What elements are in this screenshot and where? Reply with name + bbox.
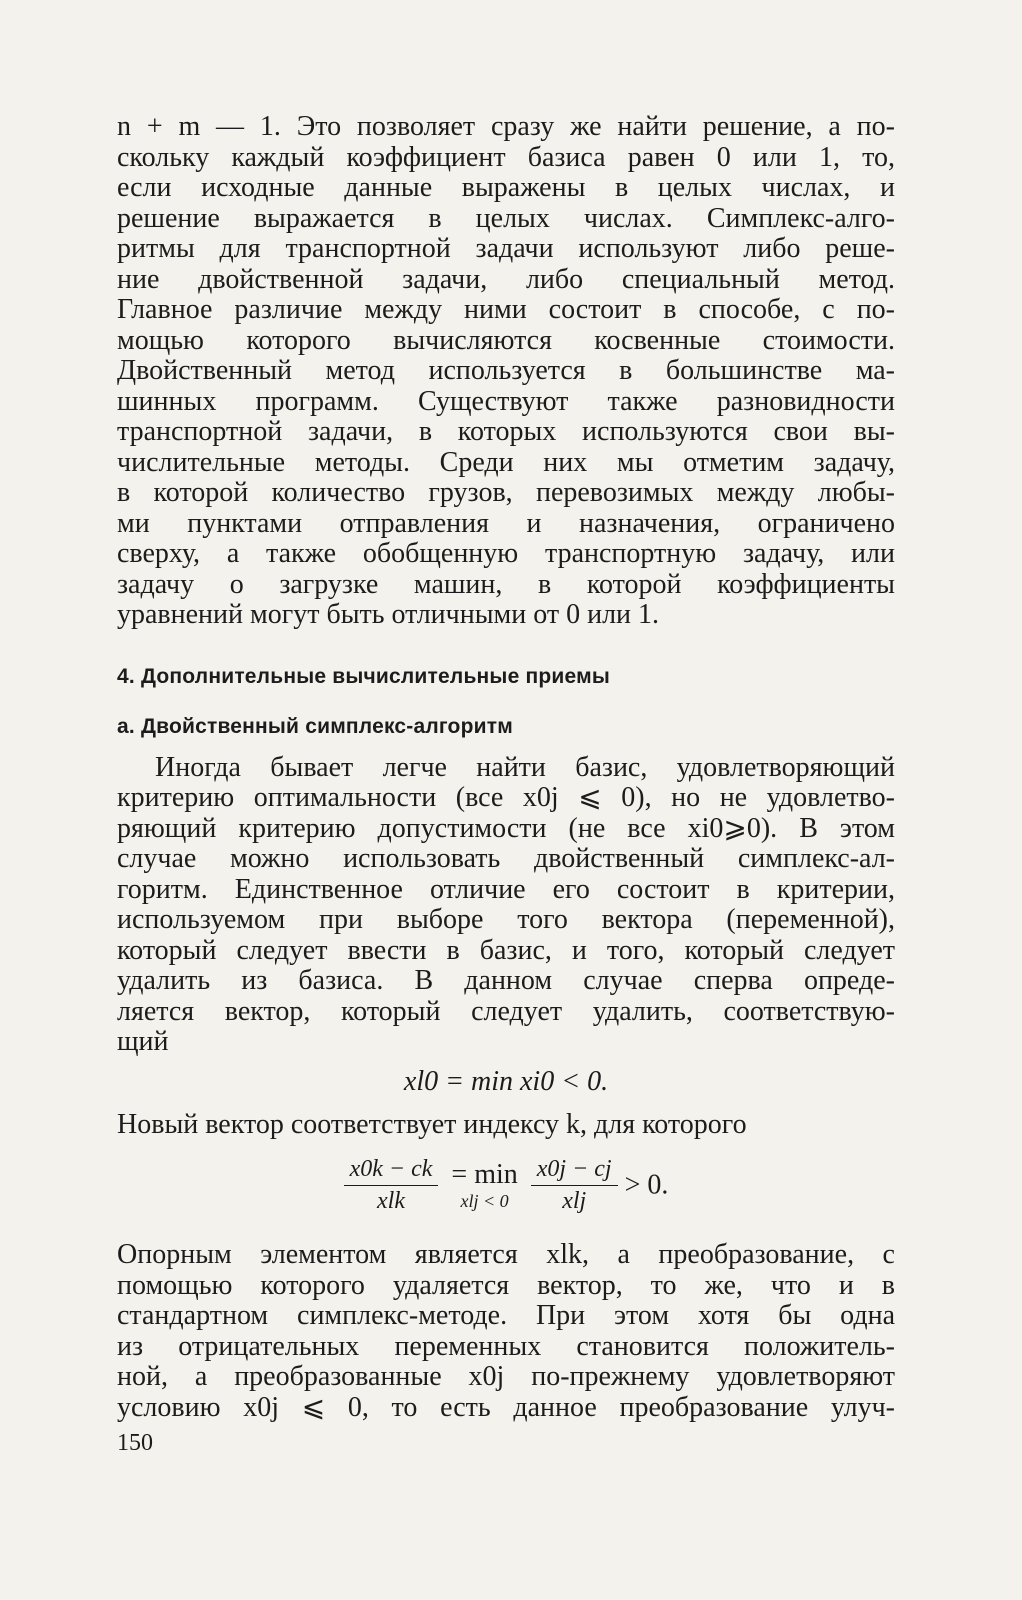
text-line: n + m — 1. Это позволяет сразу же найти решение, а по- [117, 111, 895, 142]
fraction-left [344, 1156, 439, 1215]
formula-tail: > 0. [624, 1169, 669, 1201]
text-line: ляется вектор, который следует удалить, соответствую- [117, 995, 895, 1027]
text-line: используемом при выборе того вектора (переменной), [117, 904, 895, 935]
paragraph-4 [117, 1240, 895, 1423]
text-line: Главное различие между ними состоит в способе, с по- [117, 294, 895, 325]
text-line: стандартном симплекс-методе. При этом хотя бы одна [117, 1300, 895, 1331]
fraction-numerator: x0k − ck [344, 1156, 439, 1186]
fraction-numerator: x0j − cj [531, 1156, 618, 1186]
text-line: сверху, а также обобщенную транспортную задачу, или [117, 538, 895, 569]
text-line: числительные методы. Среди них мы отметим задачу, [117, 446, 895, 478]
text-line: ритмы для транспортной задачи используют либо реше- [117, 233, 895, 264]
page-number: 150 [117, 1430, 153, 1456]
text-line: щий [117, 1026, 169, 1057]
text-line: ряющий критерию допустимости (не все xi0⩾0). В этом [117, 812, 895, 844]
operator-text: = min [451, 1159, 518, 1190]
text-line: ной, а преобразованные x0j по-прежнему удовлетворяют [117, 1361, 895, 1392]
text-line: Иногда бывает легче найти базис, удовлетворяющий [155, 751, 895, 783]
page-body [117, 112, 895, 1423]
formula-ratio [117, 1156, 895, 1226]
fraction-right [531, 1156, 618, 1215]
paragraph-1 [117, 112, 895, 631]
text-line: задачу о загрузке машин, в которой коэффициенты [117, 568, 895, 600]
paragraph-3 [117, 1110, 895, 1141]
fraction-denominator: xlk [377, 1188, 405, 1214]
text-line: удалить из базиса. В данном случае сперва опреде- [117, 965, 895, 996]
text-line: который следует ввести в базис, и того, который следует [117, 934, 895, 966]
text-line: мощью которого вычисляются косвенные стоимости. [117, 324, 895, 356]
text-line: транспортной задачи, в которых используются свои вы- [117, 416, 895, 447]
subsection-heading: а. Двойственный симплекс-алгоритм [117, 714, 513, 738]
formula-text: xl0 = min xi0 < 0. [403, 1065, 609, 1097]
text-line: горитм. Единственное отличие его состоит в критерии, [117, 873, 895, 905]
text-line: ние двойственной задачи, либо специальный метод. [117, 263, 895, 295]
text-line: помощью которого удаляется вектор, то же, что и в [117, 1269, 895, 1301]
text-line: ми пунктами отправления и назначения, ограничено [117, 507, 895, 539]
text-line: в которой количество грузов, перевозимых между любы- [117, 477, 895, 508]
section-heading: 4. Дополнительные вычислительные приемы [117, 664, 610, 688]
paragraph-2 [117, 753, 895, 1058]
text-line: Двойственный метод используется в большинстве ма- [117, 355, 895, 386]
fraction-denominator: xlj [562, 1188, 587, 1214]
text-line: условию x0j ⩽ 0, то есть данное преобразование улуч- [117, 1391, 895, 1423]
text-line: случае можно использовать двойственный симплекс-ал- [117, 843, 895, 874]
text-line: решение выражается в целых числах. Симплекс-алго- [117, 202, 895, 234]
text-line: критерию оптимальности (все x0j ⩽ 0), но не удовлетво- [117, 782, 895, 813]
operator-subscript: xlj < 0 [460, 1191, 509, 1211]
min-operator [451, 1159, 517, 1212]
text-line: скольку каждый коэффициент базиса равен 0 или 1, то, [117, 141, 895, 173]
text-line: Новый вектор соответствует индексу k, для которого [117, 1108, 747, 1140]
text-line: из отрицательных переменных становится положитель- [117, 1330, 895, 1362]
text-line: если исходные данные выражены в целых числах, и [117, 172, 895, 203]
text-line: уравнений могут быть отличными от 0 или 1. [117, 599, 660, 630]
text-line: шинных программ. Существуют также разновидности [117, 385, 895, 417]
text-line: Опорным элементом является xlk, а преобразование, с [117, 1239, 895, 1270]
formula-min-xi0 [117, 1066, 895, 1098]
